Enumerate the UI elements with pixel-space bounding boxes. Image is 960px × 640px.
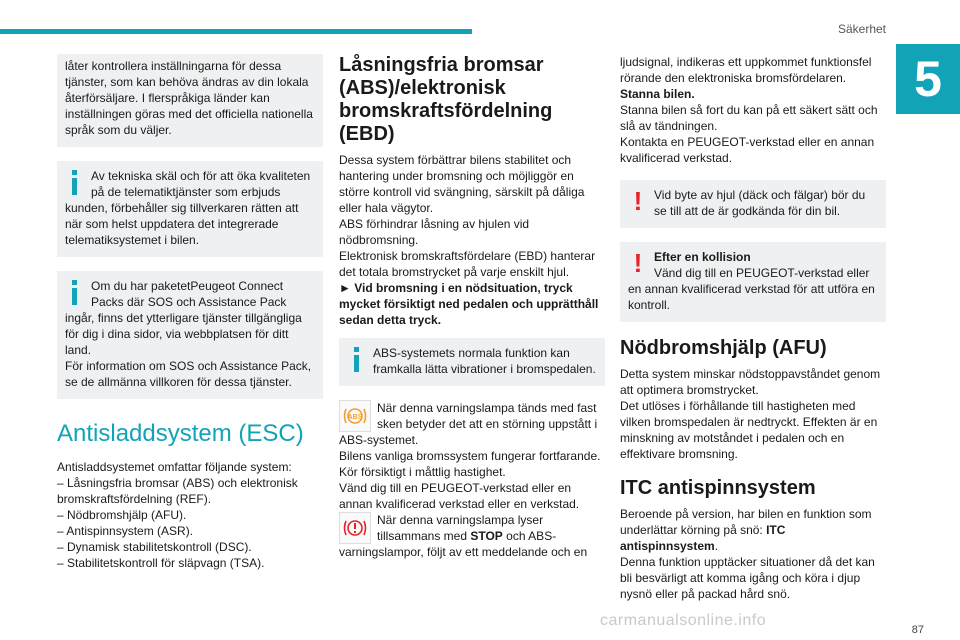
warning-box: [620, 242, 886, 322]
paragraph: Vänd dig till en PEUGEOT-verkstad eller en annan kvalificerad verkstad eller en verkstad.: [339, 481, 580, 511]
info-icon: [347, 347, 367, 372]
info-icon: [65, 280, 85, 305]
header-accent-bar: [0, 29, 472, 34]
info-box: [57, 271, 323, 399]
chapter-number-tab: 5: [896, 44, 960, 114]
warning-exclamation-icon: !: [633, 248, 643, 278]
column-3: [620, 54, 886, 602]
itc-heading: ITC antispinnsystem: [620, 477, 816, 499]
paragraph: Kör försiktigt i måttlig hastighet.: [339, 465, 506, 479]
paragraph: ABS förhindrar låsning av hjulen vid nödbromsning.: [339, 217, 530, 247]
warning-exclamation-icon: !: [633, 186, 643, 216]
info-box-text: låter kontrollera inställningarna för dessa tjänster, som kan behöva ändras av din lokala återförsäljare. I flerspråkiga länder kan inställningen göras med det officiella nationella språk som du väljer.: [65, 59, 313, 137]
lamp-text: När denna varningslampa tänds med fast sken betyder det att en störning uppstått i ABS-systemet.: [339, 401, 598, 447]
column-1: [57, 54, 323, 571]
info-icon: [65, 170, 85, 195]
lamp-text: [339, 512, 605, 560]
page-number: 87: [911, 624, 924, 636]
abs-heading: Låsningsfria bromsar (ABS)/elektronisk bromskraftsfördelning (EBD): [339, 54, 553, 145]
paragraph: Det utlöses i förhållande till hastigheten med vilken bromspedalen är nedtryckt. Effekten är en minskning av motståndet i pedalen och en effektivare bromsning.: [620, 399, 878, 461]
lamp-text-pre: När denna varningslampa lyser tillsammans med: [377, 513, 544, 543]
esc-intro: Antisladdsystemet omfattar följande system:: [57, 460, 292, 474]
paragraph: Detta system minskar nödstoppavståndet genom att optimera bromstrycket.: [620, 367, 881, 397]
warning-text: Vid byte av hjul (däck och fälgar) bör du se till att de är godkända för din bil.: [654, 188, 866, 218]
abs-warning-lamp-icon: [339, 400, 371, 432]
info-box-text: Av tekniska skäl och för att öka kvaliteten på de telematiktjänster som erbjuds kunden, förbehåller sig tillverkaren rätten att när som helst uppdatera det integrerade telematiksystemet i bilen.: [65, 169, 311, 247]
info-box-text: ABS-systemets normala funktion kan framkalla lätta vibrationer i bromspedalen.: [373, 346, 596, 376]
info-box-continued: [57, 54, 323, 147]
paragraph: Dessa system förbättrar bilens stabilitet och hantering under bromsning och möjliggör en större kontroll vid svängning, särskilt på dåliga eller hala vägytor.: [339, 153, 585, 215]
esc-heading: Antisladdsystem (ESC): [57, 420, 304, 447]
paragraph: Bilens vanliga bromssystem fungerar fortfarande.: [339, 449, 601, 463]
svg-text:ABS: ABS: [347, 414, 363, 421]
afu-heading: Nödbromshjälp (AFU): [620, 337, 827, 359]
brake-warning-lamp-icon: [339, 512, 371, 544]
info-box-text: Om du har paketetPeugeot Connect Packs där SOS och Assistance Pack ingår, finns det ytterligare tjänster tillgängliga för dig i dina sidor, via webbplatsen för ditt land.: [65, 279, 302, 357]
itc-text-post: .: [714, 539, 719, 553]
warning-title: Efter en kollision: [654, 250, 751, 264]
stop-car-instruction: Stanna bilen.: [620, 87, 695, 101]
watermark: carmanualsonline.info: [600, 612, 767, 629]
abs-lamp-block: [339, 400, 605, 448]
info-box-text: För information om SOS och Assistance Pack, se de allmänna villkoren för dessa tjänster.: [65, 359, 312, 389]
list-item: – Antispinnsystem (ASR).: [57, 524, 194, 538]
section-title: Säkerhet: [837, 22, 886, 36]
paragraph: Denna funktion upptäcker situationer då det kan bli besvärligt att komma igång och köra i djup nysnö eller på packad hård snö.: [620, 555, 875, 601]
list-item: – Låsningsfria bromsar (ABS) och elektronisk bromskraftsfördelning (REF).: [57, 476, 298, 506]
info-box: [57, 161, 323, 257]
emergency-instruction: ► Vid bromsning i en nödsituation, tryck mycket försiktigt ned pedalen och upprätthåll sedan detta tryck.: [339, 281, 599, 327]
itc-text-pre: Beroende på version, har bilen en funktion som underlättar körning på snö:: [620, 507, 872, 537]
paragraph: Elektronisk bromskraftsfördelare (EBD) hanterar det totala bromstrycket på varje enskilt hjul.: [339, 249, 596, 279]
paragraph: [620, 506, 886, 554]
lamp-text-post: och ABS-varningslampor, följt av ett meddelande och en: [339, 529, 588, 559]
list-item: – Nödbromshjälp (AFU).: [57, 508, 187, 522]
warning-text: Vänd dig till en PEUGEOT-verkstad eller en annan kvalificerad verkstad för att utföra en kontroll.: [628, 266, 875, 312]
paragraph: Kontakta en PEUGEOT-verkstad eller en annan kvalificerad verkstad.: [620, 135, 875, 165]
brake-lamp-block: [339, 512, 605, 560]
itc-name: ITC antispinnsystem: [620, 523, 786, 553]
column-2: [339, 54, 605, 560]
list-item: – Dynamisk stabilitetskontroll (DSC).: [57, 540, 252, 554]
list-item: – Stabilitetskontroll för släpvagn (TSA).: [57, 556, 265, 570]
stop-label: STOP: [470, 529, 503, 543]
paragraph: Stanna bilen så fort du kan på ett säkert sätt och slå av tändningen.: [620, 103, 878, 133]
info-box: [339, 338, 605, 386]
warning-box: [620, 180, 886, 228]
paragraph: ljudsignal, indikeras ett uppkommet funktionsfel rörande den elektroniska bromsfördelaren.: [620, 55, 872, 85]
